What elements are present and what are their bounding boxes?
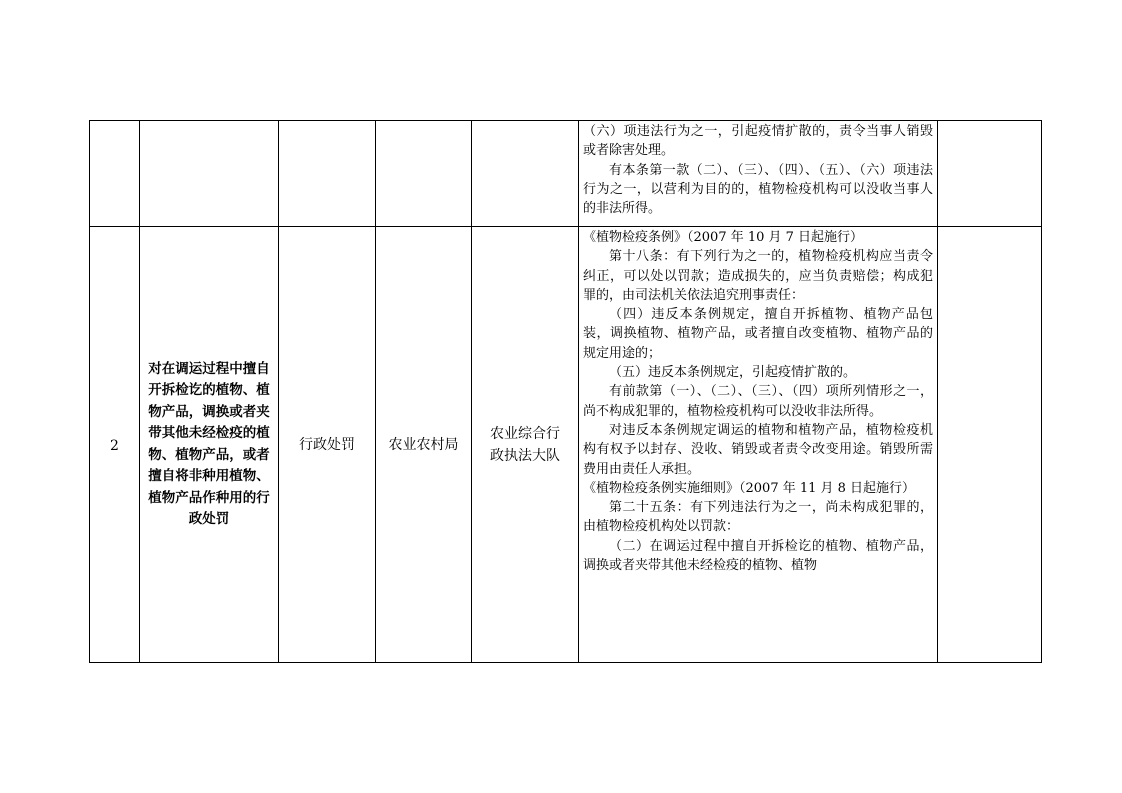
regulation-table: [89, 120, 1042, 663]
row-number-cell: [90, 121, 140, 227]
enforcement-unit: 农业综合行政执法大队: [490, 425, 560, 464]
item-name-cell: [140, 227, 279, 663]
extra-cell: [938, 121, 1042, 227]
legal-basis-cell: [579, 121, 938, 227]
table-row: [90, 227, 1042, 663]
enforcement-unit-cell: [472, 227, 579, 663]
basis-paragraph: 《植物检疫条例》（2007 年 10 月 7 日起施行）: [583, 230, 864, 245]
department-cell: [376, 121, 472, 227]
item-name: 对在调运过程中擅自开拆检讫的植物、植物产品，调换或者夹带其他未经检疫的植物、植物产品，或者擅自将非种用植物、植物产品作种用的行政处罚: [148, 360, 270, 527]
penalty-type: 行政处罚: [299, 436, 355, 453]
department-cell: [376, 227, 472, 663]
row-number: 2: [110, 438, 119, 454]
basis-paragraph: 对违反本条例规定调运的植物和植物产品，植物检疫机构有权予以封存、没收、销毁或者责令改变用途。销毁所需费用由责任人承担。: [583, 422, 933, 477]
department: 农业农村局: [388, 436, 459, 453]
enforcement-unit-cell: [472, 121, 579, 227]
basis-paragraph: 第二十五条：有下列违法行为之一，尚未构成犯罪的，由植物检疫机构处以罚款：: [583, 500, 933, 535]
penalty-type-cell: [279, 227, 376, 663]
extra-cell: [938, 227, 1042, 663]
basis-paragraph: 有前款第（一）、（二）、（三）、（四）项所列情形之一，尚不构成犯罪的，植物检疫机构可以没收非法所得。: [583, 384, 933, 419]
basis-paragraph: （六）项违法行为之一，引起疫情扩散的，责令当事人销毁或者除害处理。: [583, 124, 933, 159]
basis-paragraph: （五）违反本条例规定，引起疫情扩散的。: [609, 365, 857, 381]
legal-basis-cell: [579, 227, 938, 663]
item-name-cell: [140, 121, 279, 227]
basis-paragraph: 第十八条：有下列行为之一的，植物检疫机构应当责令纠正，可以处以罚款；造成损失的，应当负责赔偿；构成犯罪的，由司法机关依法追究刑事责任：: [583, 249, 933, 303]
penalty-type-cell: [279, 121, 376, 227]
table-row: [90, 121, 1042, 227]
basis-paragraph: 《植物检疫条例实施细则》（2007 年 11 月 8 日起施行）: [583, 480, 916, 496]
basis-paragraph: （四）违反本条例规定，擅自开拆植物、植物产品包装，调换植物、植物产品，或者擅自改变植物、植物产品的规定用途的；: [583, 307, 933, 361]
basis-paragraph: 有本条第一款（二）、（三）、（四）、（五）、（六）项违法行为之一，以营利为目的的，植物检疫机构可以没收当事人的非法所得。: [583, 162, 933, 217]
row-number-cell: [90, 227, 140, 663]
basis-paragraph: （二）在调运过程中擅自开拆检讫的植物、植物产品，调换或者夹带其他未经检疫的植物、植物: [583, 538, 933, 574]
